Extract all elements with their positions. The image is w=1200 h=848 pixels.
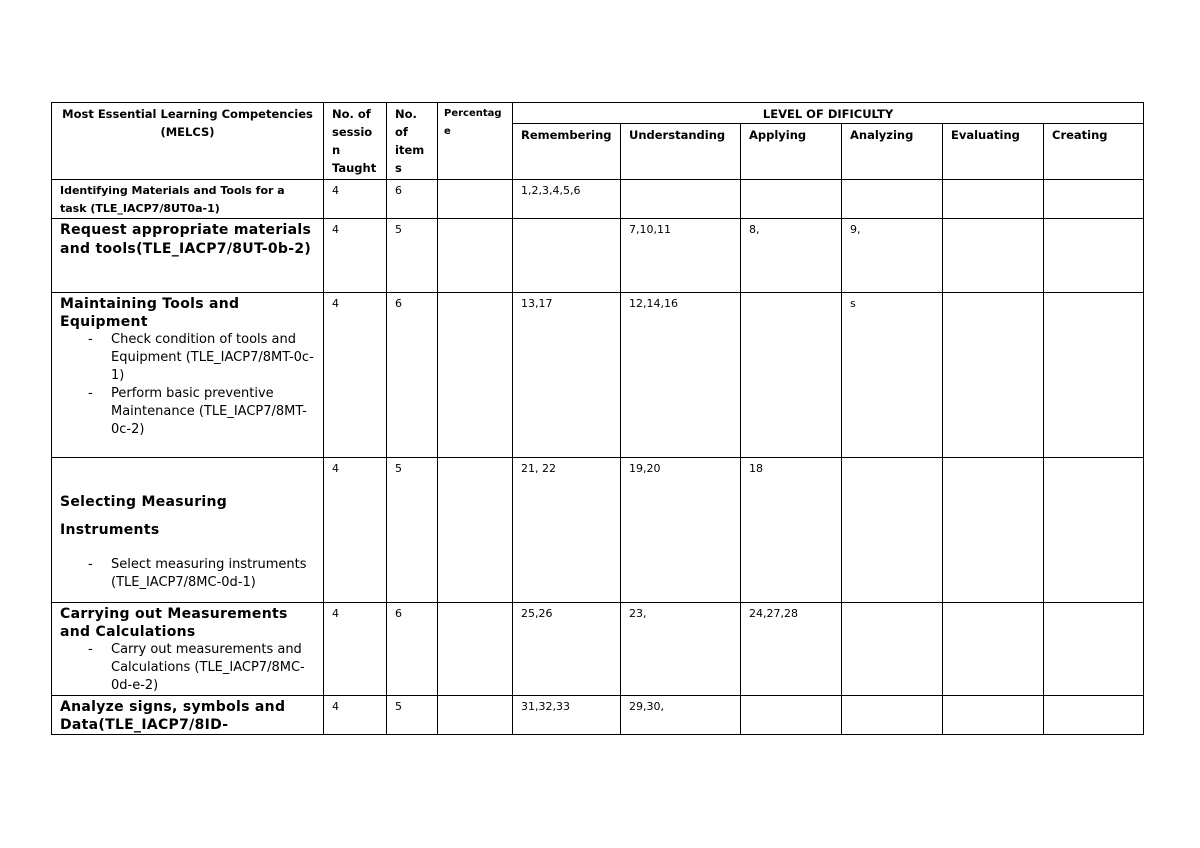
level-applying-header: Applying xyxy=(741,124,842,180)
evaluating-cell xyxy=(943,180,1044,219)
creating-cell xyxy=(1044,180,1144,219)
level-creating-header: Creating xyxy=(1044,124,1144,180)
items-cell: 5 xyxy=(387,696,438,735)
applying-cell xyxy=(741,696,842,735)
competency-cell xyxy=(52,293,324,458)
creating-cell xyxy=(1044,293,1144,458)
sub-competency-list xyxy=(60,331,315,439)
sub-competency-list xyxy=(60,556,315,592)
evaluating-cell xyxy=(943,293,1044,458)
sub-competency: - Check condition of tools and Equipment (TLE_IACP7/8MT-0c-1) xyxy=(88,331,315,385)
applying-cell: 18 xyxy=(741,458,842,603)
items-cell: 6 xyxy=(387,293,438,458)
sub-competency: - Perform basic preventive Maintenance (TLE_IACP7/8MT-0c-2) xyxy=(88,385,315,439)
understanding-cell: 7,10,11 xyxy=(621,219,741,293)
sub-competency: - Select measuring instruments (TLE_IACP7/8MC-0d-1) xyxy=(88,556,315,592)
creating-cell xyxy=(1044,696,1144,735)
level-evaluating-header: Evaluating xyxy=(943,124,1044,180)
remembering-cell: 21, 22 xyxy=(513,458,621,603)
percentage-cell xyxy=(438,180,513,219)
table-row xyxy=(52,180,1144,219)
header-row-1 xyxy=(52,103,1144,124)
applying-cell: 24,27,28 xyxy=(741,603,842,696)
competency-title: Request appropriate materials and tools(TLE_IACP7/8UT-0b-2) xyxy=(60,222,312,257)
percentage-header xyxy=(438,103,513,180)
competency-cell xyxy=(52,696,324,735)
table-row xyxy=(52,458,1144,603)
sessions-cell: 4 xyxy=(324,696,387,735)
percentage-header-label: Percentage xyxy=(444,108,502,137)
competency-cell xyxy=(52,458,324,603)
sessions-header: No. of session Taught xyxy=(324,103,387,180)
sessions-cell: 4 xyxy=(324,603,387,696)
table-row xyxy=(52,603,1144,696)
understanding-cell: 19,20 xyxy=(621,458,741,603)
remembering-cell: 1,2,3,4,5,6 xyxy=(513,180,621,219)
evaluating-cell xyxy=(943,603,1044,696)
table-of-specifications xyxy=(51,102,1144,735)
remembering-cell: 31,32,33 xyxy=(513,696,621,735)
level-remembering-header: Remembering xyxy=(513,124,621,180)
percentage-cell xyxy=(438,603,513,696)
analyzing-cell xyxy=(842,696,943,735)
analyzing-cell xyxy=(842,180,943,219)
competency-title: Analyze signs, symbols and Data(TLE_IACP7/8ID- xyxy=(60,699,286,733)
remembering-cell xyxy=(513,219,621,293)
creating-cell xyxy=(1044,603,1144,696)
sessions-cell: 4 xyxy=(324,180,387,219)
melcs-header: Most Essential Learning Competencies (MELCS) xyxy=(52,103,324,180)
sub-competency-list xyxy=(60,641,315,695)
understanding-cell: 23, xyxy=(621,603,741,696)
items-cell: 6 xyxy=(387,180,438,219)
applying-cell xyxy=(741,293,842,458)
competency-cell xyxy=(52,219,324,293)
remembering-cell: 25,26 xyxy=(513,603,621,696)
competency-cell xyxy=(52,603,324,696)
understanding-cell: 29,30, xyxy=(621,696,741,735)
level-of-difficulty-header: LEVEL OF DIFICULTY xyxy=(513,103,1144,124)
table-row xyxy=(52,696,1144,735)
competency-cell xyxy=(52,180,324,219)
items-cell: 5 xyxy=(387,219,438,293)
competency-title: Selecting Measuring Instruments xyxy=(60,494,228,538)
creating-cell xyxy=(1044,219,1144,293)
percentage-cell xyxy=(438,293,513,458)
remembering-cell: 13,17 xyxy=(513,293,621,458)
table-row xyxy=(52,293,1144,458)
competency-title: Maintaining Tools and Equipment xyxy=(60,296,240,330)
percentage-cell xyxy=(438,219,513,293)
competency-title: Carrying out Measurements and Calculations xyxy=(60,606,288,640)
analyzing-cell xyxy=(842,603,943,696)
analyzing-cell: 9, xyxy=(842,219,943,293)
evaluating-cell xyxy=(943,458,1044,603)
sessions-cell: 4 xyxy=(324,458,387,603)
understanding-cell xyxy=(621,180,741,219)
evaluating-cell xyxy=(943,219,1044,293)
percentage-cell xyxy=(438,458,513,603)
items-cell: 5 xyxy=(387,458,438,603)
level-analyzing-header: Analyzing xyxy=(842,124,943,180)
understanding-cell: 12,14,16 xyxy=(621,293,741,458)
sessions-cell: 4 xyxy=(324,219,387,293)
competency-title: Identifying Materials and Tools for a task (TLE_IACP7/8UT0a-1) xyxy=(60,184,285,215)
creating-cell xyxy=(1044,458,1144,603)
applying-cell: 8, xyxy=(741,219,842,293)
applying-cell xyxy=(741,180,842,219)
analyzing-cell: s xyxy=(842,293,943,458)
evaluating-cell xyxy=(943,696,1044,735)
items-cell: 6 xyxy=(387,603,438,696)
level-understanding-header: Understanding xyxy=(621,124,741,180)
sub-competency: - Carry out measurements and Calculations (TLE_IACP7/8MC-0d-e-2) xyxy=(88,641,315,695)
items-header: No. of items xyxy=(387,103,438,180)
table-row xyxy=(52,219,1144,293)
analyzing-cell xyxy=(842,458,943,603)
sessions-cell: 4 xyxy=(324,293,387,458)
percentage-cell xyxy=(438,696,513,735)
